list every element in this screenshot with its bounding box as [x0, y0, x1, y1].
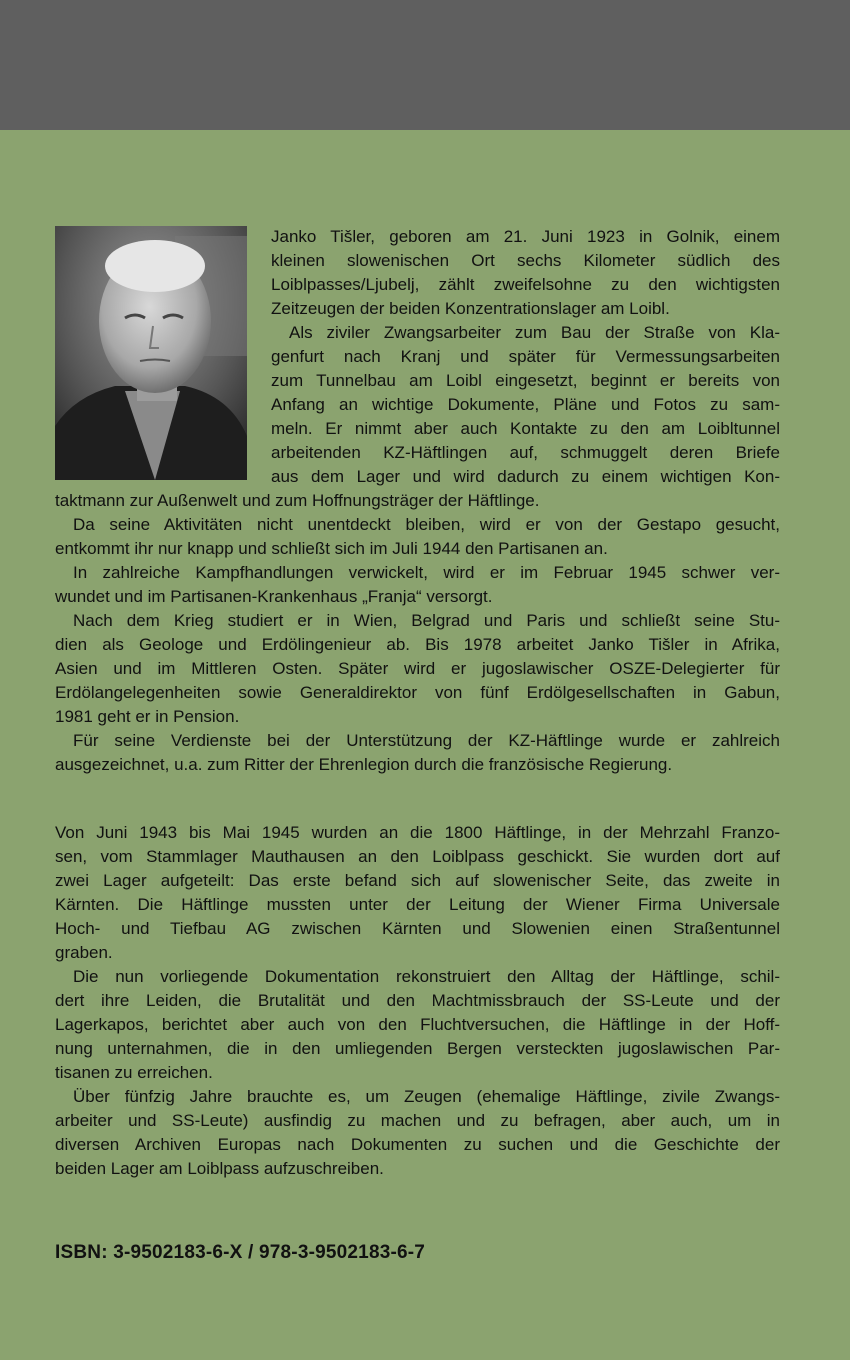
text-line: Hoch- und Tiefbau AG zwischen Kärnten und Slowenien einen Straßentunnel [55, 919, 780, 938]
top-band [0, 0, 850, 130]
paragraph [55, 609, 780, 729]
text-line: beiden Lager am Loiblpass aufzuschreiben. [55, 1159, 384, 1178]
paragraph [55, 729, 780, 777]
text-line: sen, vom Stammlager Mauthausen an den Loiblpass geschickt. Sie wurden dort auf [55, 847, 780, 866]
text-line: nung unternahmen, die in den umliegenden Bergen versteckten jugoslawischen Par- [55, 1039, 780, 1058]
text-line: diversen Archiven Europas nach Dokumenten zu suchen und die Geschichte der [55, 1135, 780, 1154]
text-line: In zahlreiche Kampfhandlungen verwickelt, wird er im Februar 1945 schwer ver- [73, 563, 780, 582]
text-line: ausgezeichnet, u.a. zum Ritter der Ehrenlegion durch die französische Regierung. [55, 755, 673, 774]
paragraph [55, 965, 780, 1085]
text-line: aus dem Lager und wird dadurch zu einem wichtigen Kon- [271, 467, 780, 486]
text-line: zwei Lager aufgeteilt: Das erste befand sich auf slowenischer Seite, das zweite in [55, 871, 780, 890]
paragraph [55, 561, 780, 609]
text-line: wundet und im Partisanen-Krankenhaus „Franja“ versorgt. [55, 587, 493, 606]
text-line: Nach dem Krieg studiert er in Wien, Belgrad und Paris und schließt seine Stu- [73, 611, 780, 630]
text-line: genfurt nach Kranj und später für Vermessungsarbeiten [271, 347, 780, 366]
text-section [55, 821, 780, 1181]
paragraph [55, 225, 780, 321]
text-line: Lagerkapos, berichtet aber auch von den Fluchtversuchen, die Häftlinge in der Hoff- [55, 1015, 780, 1034]
text-line: Als ziviler Zwangsarbeiter zum Bau der Straße von Kla- [289, 323, 780, 342]
isbn: ISBN: 3-9502183-6-X / 978-3-9502183-6-7 [55, 1242, 426, 1263]
paragraph [55, 1085, 780, 1181]
text-line: Für seine Verdienste bei der Unterstützung der KZ-Häftlinge wurde er zahlreich [73, 731, 780, 750]
paragraph [55, 821, 780, 965]
text-line: dien als Geologe und Erdölingenieur ab. Bis 1978 arbeitet Janko Tišler in Afrika, [55, 635, 780, 654]
text-line: taktmann zur Außenwelt und zum Hoffnungsträger der Häftlinge. [55, 491, 540, 510]
text-line: Kärnten. Die Häftlinge mussten unter der Leitung der Wiener Firma Universale [55, 895, 780, 914]
text-line: meln. Er nimmt aber auch Kontakte zu den am Loibltunnel [271, 419, 780, 438]
text-line: graben. [55, 943, 113, 962]
text-line: Da seine Aktivitäten nicht unentdeckt bleiben, wird er von der Gestapo gesucht, [73, 515, 780, 534]
cover-text [55, 225, 780, 1181]
text-line: Über fünfzig Jahre brauchte es, um Zeugen (ehemalige Häftlinge, zivile Zwangs- [73, 1087, 780, 1106]
text-line: Die nun vorliegende Dokumentation rekonstruiert den Alltag der Häftlinge, schil- [73, 967, 780, 986]
text-line: dert ihre Leiden, die Brutalität und den Machtmissbrauch der SS-Leute und der [55, 991, 780, 1010]
text-line: tisanen zu erreichen. [55, 1063, 213, 1082]
text-line: entkommt ihr nur knapp und schließt sich im Juli 1944 den Partisanen an. [55, 539, 608, 558]
text-line: Janko Tišler, geboren am 21. Juni 1923 in Golnik, einem [271, 227, 780, 246]
text-line: 1981 geht er in Pension. [55, 707, 240, 726]
text-line: zum Tunnelbau am Loibl eingesetzt, beginnt er bereits von [271, 371, 780, 390]
text-line: Anfang an wichtige Dokumente, Pläne und Fotos zu sam- [271, 395, 780, 414]
text-line: Von Juni 1943 bis Mai 1945 wurden an die 1800 Häftlinge, in der Mehrzahl Franzo- [55, 823, 780, 842]
paragraph [55, 513, 780, 561]
text-line: Erdölangelegenheiten sowie Generaldirektor von fünf Erdölgesellschaften in Gabun, [55, 683, 780, 702]
text-line: arbeiter und SS-Leute) ausfindig zu machen und zu befragen, aber auch, um in [55, 1111, 780, 1130]
text-line: Zeitzeugen der beiden Konzentrationslager am Loibl. [271, 299, 670, 318]
text-line: Loiblpasses/Ljubelj, zählt zweifelsohne zu den wichtigsten [271, 275, 780, 294]
text-line: Asien und im Mittleren Osten. Später wird er jugoslawischer OSZE-Delegierter für [55, 659, 780, 678]
text-section [55, 225, 780, 777]
text-line: arbeitenden KZ-Häftlingen auf, schmuggelt deren Briefe [271, 443, 780, 462]
paragraph [55, 321, 780, 513]
text-line: kleinen slowenischen Ort sechs Kilometer südlich des [271, 251, 780, 270]
